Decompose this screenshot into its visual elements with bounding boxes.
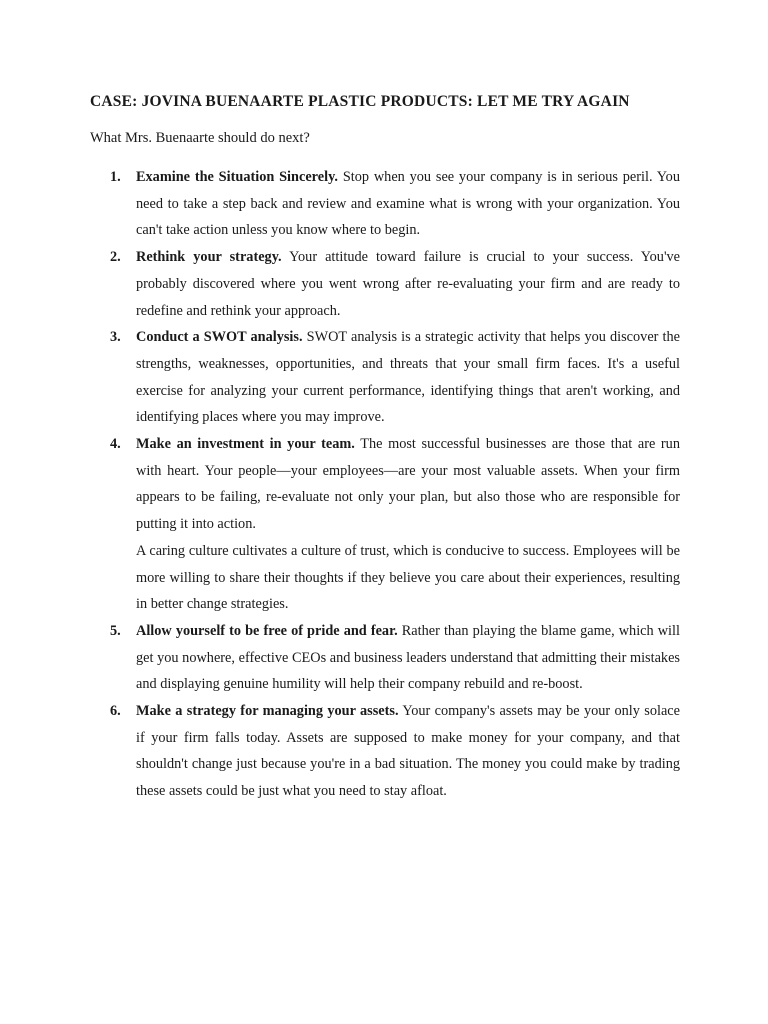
intro-question: What Mrs. Buenaarte should do next? <box>90 130 310 146</box>
list-item <box>90 244 680 324</box>
item-lead: Rethink your strategy. <box>136 249 282 266</box>
item-body: Your attitude toward failure is crucial to your success. You've probably discovered where you went wrong after re-evaluating your firm and are ready to redefine and rethink your approach. <box>136 249 681 319</box>
document-title: CASE: JOVINA BUENAARTE PLASTIC PRODUCTS: LET ME TRY AGAIN <box>90 93 630 110</box>
item-body: Your company's assets may be your only solace if your firm falls today. Assets are supposed to make money for your company, and that shouldn't change just because you're in a bad situation. The money you could make by trading these assets could be just what you need to stay afloat. <box>136 703 680 800</box>
item-body: The most successful businesses are those that are run with heart. Your people—your employees—are your most valuable assets. When your firm appears to be failing, re-evaluate not only your plan, but also those who are responsible for putting it into action. <box>136 436 680 533</box>
item-lead: Examine the Situation Sincerely. <box>136 169 339 185</box>
list-item <box>90 698 680 805</box>
item-number: 5. <box>110 622 121 639</box>
item-number: 1. <box>110 169 121 185</box>
item-lead: Make an investment in your team. <box>136 436 355 453</box>
list-item <box>90 164 680 244</box>
item-number: 2. <box>110 249 121 266</box>
item-body: Rather than playing the blame game, which will get you nowhere, effective CEOs and business leaders understand that admitting their mistakes and displaying genuine humility will help their company rebuild and re-boost. <box>136 622 680 693</box>
list-item <box>90 618 680 698</box>
item-extra-paragraph: A caring culture cultivates a culture of trust, which is conducive to success. Employees will be more willing to share their thoughts if they believe you care about their experiences, resulting in better change strategies. <box>136 542 680 613</box>
item-lead: Conduct a SWOT analysis. <box>136 329 303 346</box>
item-number: 4. <box>110 436 121 453</box>
list-item <box>90 431 680 618</box>
item-number: 3. <box>110 329 121 346</box>
item-lead: Make a strategy for managing your assets. <box>136 703 399 720</box>
item-body: Stop when you see your company is in serious peril. You need to take a step back and review and examine what is wrong with your organization. You can't take action unless you know where to begin. <box>136 169 680 239</box>
list-item <box>90 324 680 431</box>
item-number: 6. <box>110 703 121 720</box>
item-lead: Allow yourself to be free of pride and fear. <box>136 622 398 639</box>
item-body: SWOT analysis is a strategic activity that helps you discover the strengths, weaknesses, opportunities, and threats that your small firm faces. It's a useful exercise for analyzing your current performance, identifying things that aren't working, and identifying places where you may improve. <box>136 329 680 426</box>
recommendation-list <box>90 164 680 805</box>
